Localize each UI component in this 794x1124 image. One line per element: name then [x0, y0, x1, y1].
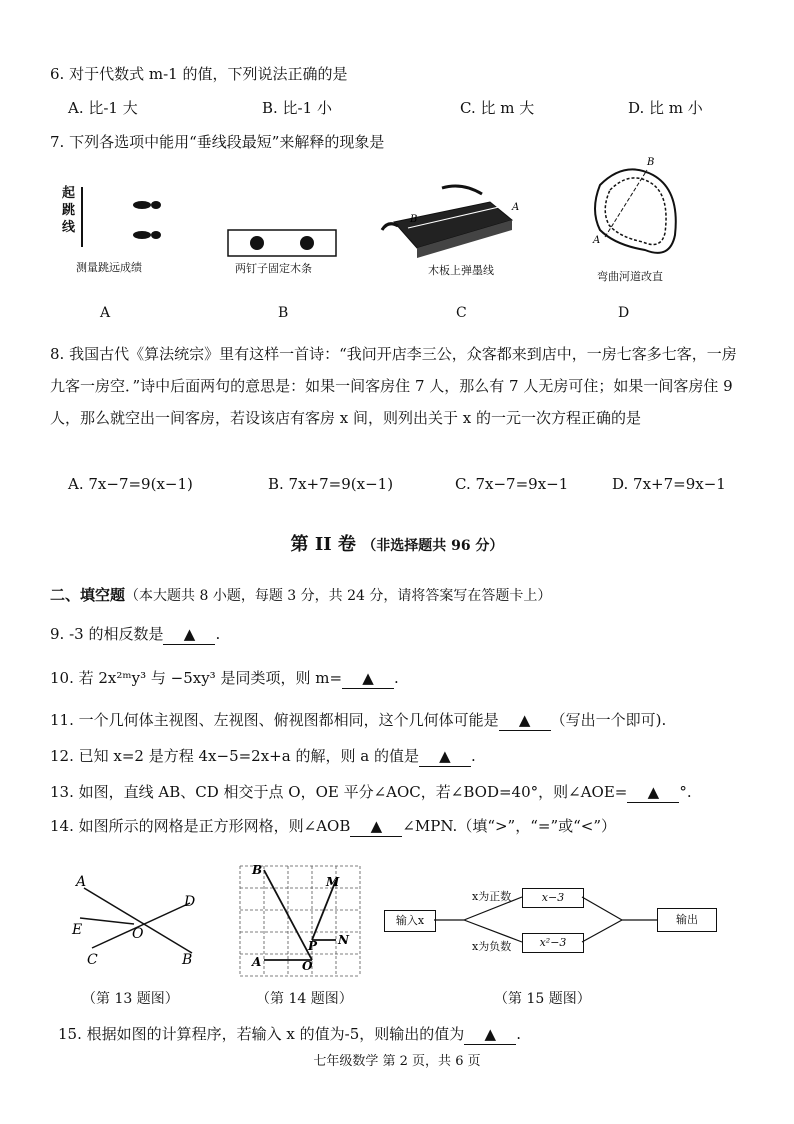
q11 — [50, 710, 666, 731]
wooden-strip-figure — [225, 228, 340, 258]
q13-answer-blank[interactable]: ▲ — [627, 782, 679, 803]
q14-text: 14. 如图所示的网格是正方形网格，则∠AOB — [50, 817, 351, 835]
q9-text: 9. -3 的相反数是 — [50, 625, 164, 643]
part2-note: （本大题共 8 小题，每题 3 分，共 24 分，请将答案写在答题卡上） — [125, 588, 552, 604]
q6-option-d: D. 比 m 小 — [628, 99, 703, 117]
q15-tail: . — [516, 1025, 522, 1043]
pt-a-label: A — [593, 235, 601, 246]
q7-caption-d: 弯曲河道改直 — [597, 270, 663, 283]
q10-tail: . — [394, 669, 399, 687]
q12-text: 12. 已知 x=2 是方程 4x−5=2x+a 的解，则 a 的值是 — [50, 747, 419, 765]
q7-stem: 7. 下列各选项中能用“垂线段最短”来解释的现象是 — [50, 133, 385, 151]
pt-b-label: B — [410, 214, 418, 225]
ink-line-board-figure — [372, 180, 522, 260]
q7-caption-a: 测量跳远成绩 — [76, 261, 142, 274]
q10-answer-blank[interactable]: ▲ — [342, 668, 394, 689]
footprint-icon — [133, 201, 161, 239]
part2-title: 二、填空题 — [50, 586, 126, 604]
q7-figure-d — [585, 155, 695, 285]
q12 — [50, 746, 476, 767]
label-a: A — [76, 874, 87, 890]
figure-14 — [234, 860, 364, 980]
positive-condition: x为正数 — [472, 890, 512, 903]
page-footer: 七年级数学 第 2 页，共 6 页 — [313, 1054, 481, 1069]
output-box: 输出 — [657, 908, 717, 932]
q15 — [58, 1024, 521, 1045]
q14 — [50, 816, 616, 837]
q8-option-b: B. 7x+7=9(x−1) — [268, 475, 394, 493]
part2-heading — [50, 585, 551, 606]
input-box: 输入x — [384, 910, 436, 932]
ray-oe — [80, 918, 134, 924]
label-c: C — [87, 952, 98, 968]
figure-13-caption: （第 13 题图） — [82, 991, 179, 1007]
q8-option-d: D. 7x+7=9x−1 — [612, 475, 726, 493]
section-title-main: 第 II 卷 — [290, 534, 356, 555]
negative-condition: x为负数 — [472, 940, 512, 953]
figure-14-caption: （第 14 题图） — [256, 991, 353, 1007]
q11-text: 11. 一个几何体主视图、左视图、俯视图都相同，这个几何体可能是 — [50, 711, 499, 729]
river-figure — [585, 155, 695, 270]
q12-answer-blank[interactable]: ▲ — [419, 746, 471, 767]
label-b: B — [182, 952, 193, 968]
nail-icon — [250, 236, 264, 250]
q8-stem: 8. 我国古代《算法统宗》里有这样一首诗：“我问开店李三公，众客都来到店中，一房七客多七客，一房九客一房空．”诗中后面两句的意思是：如果一间客房住 7 人，那么有 7 人无房可住；如果一间客房住 9 人，那么就空出一间客房，若设该店有客房 x 间，则列出关于 x 的一元一次方程正确的是 — [50, 345, 737, 427]
label-d: D — [184, 894, 196, 910]
figure-13 — [62, 868, 212, 968]
label-e: E — [72, 922, 83, 938]
q7-caption-c: 木板上弹墨线 — [428, 264, 494, 277]
q8-option-c: C. 7x−7=9x−1 — [455, 475, 569, 493]
label-o: O — [132, 926, 144, 942]
q10 — [50, 668, 399, 689]
q6-option-c: C. 比 m 大 — [460, 99, 535, 117]
positive-expr-box: x−3 — [522, 888, 584, 908]
q14-answer-blank[interactable]: ▲ — [350, 816, 402, 837]
nail-icon — [300, 236, 314, 250]
q11-tail: （写出一个即可). — [550, 711, 667, 729]
q9-answer-blank[interactable]: ▲ — [163, 624, 215, 645]
q13 — [50, 782, 692, 803]
q6-stem: 6. 对于代数式 m-1 的值，下列说法正确的是 — [50, 65, 348, 83]
figure-15 — [382, 880, 722, 960]
q6-option-b: B. 比-1 小 — [262, 99, 332, 117]
q13-tail: °. — [679, 783, 692, 801]
label-b: B — [252, 863, 263, 877]
figure-15-caption: （第 15 题图） — [494, 991, 591, 1007]
q12-tail: . — [470, 747, 476, 765]
q7-letter-d: D — [618, 305, 630, 321]
section-subtitle: （非选择题共 96 分） — [362, 538, 504, 554]
negative-expr-box: x²−3 — [522, 933, 584, 953]
q14-tail: ∠MPN.（填“>”，“=”或“<”） — [402, 817, 617, 835]
q9 — [50, 624, 220, 645]
q9-tail: . — [215, 625, 221, 643]
label-o: O — [302, 959, 313, 973]
q7-figure-a — [62, 185, 172, 274]
label-n: N — [338, 933, 349, 947]
q11-answer-blank[interactable]: ▲ — [499, 710, 551, 731]
q10-text: 10. 若 2x²ᵐy³ 与 −5xy³ 是同类项，则 m= — [50, 669, 343, 687]
q6-option-a: A. 比-1 大 — [68, 99, 138, 117]
section-title — [0, 530, 794, 556]
label-p: P — [308, 939, 318, 953]
pt-b-label: B — [647, 157, 655, 168]
q7-letter-a: A — [100, 305, 111, 321]
label-a: A — [252, 955, 262, 969]
q13-text: 13. 如图，直线 AB、CD 相交于点 O，OE 平分∠AOC，若∠BOD=40°，则∠AOE= — [50, 783, 628, 801]
footprint-figure — [62, 185, 172, 255]
label-m: M — [326, 875, 340, 889]
q8-option-a: A. 7x−7=9(x−1) — [68, 475, 193, 493]
q15-text: 15. 根据如图的计算程序，若输入 x 的值为-5，则输出的值为 — [58, 1025, 465, 1043]
q7-caption-b: 两钉子固定木条 — [235, 262, 312, 275]
q7-figure-b — [225, 228, 340, 288]
q7-figure-c — [372, 180, 522, 280]
q7-letter-c: C — [456, 305, 467, 321]
q7-letter-b: B — [278, 305, 289, 321]
q15-answer-blank[interactable]: ▲ — [464, 1024, 516, 1045]
takeoff-line-label: 起跳线 — [62, 186, 76, 235]
pt-a-label: A — [512, 202, 520, 213]
